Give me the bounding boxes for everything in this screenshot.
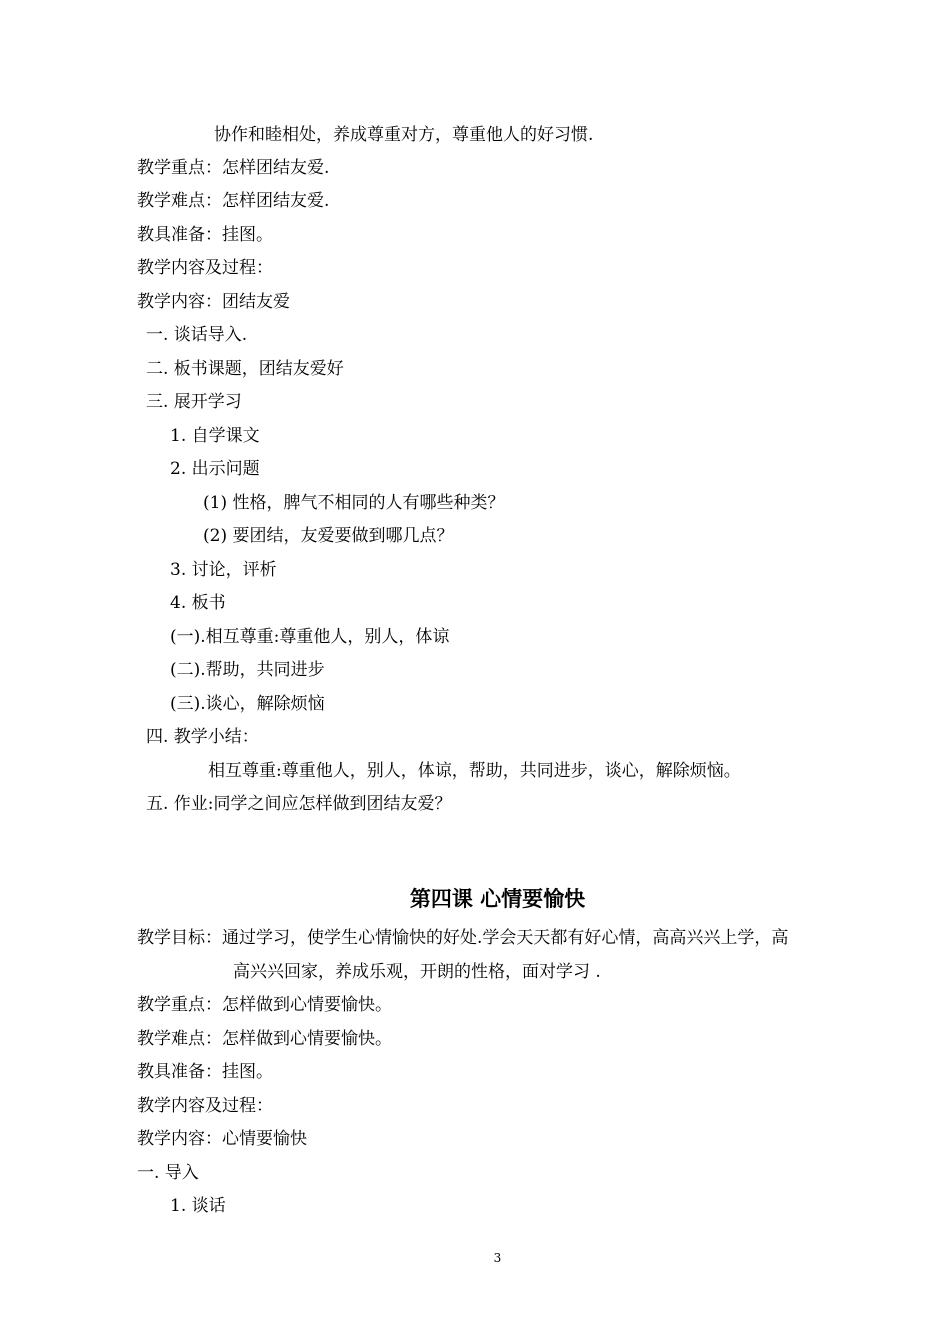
lesson-title: 第四课 心情要愉快: [409, 887, 586, 911]
substep-line: 1. 谈话: [170, 1196, 226, 1216]
content-line: 教学内容：心情要愉快: [137, 1129, 307, 1149]
objective-line: 高兴兴回家，养成乐观，开朗的性格，面对学习 .: [233, 962, 601, 982]
key-point-line: 教学重点：怎样团结友爱.: [137, 158, 330, 178]
question-line: (2) 要团结，友爱要做到哪几点？: [203, 526, 454, 546]
difficulty-line: 教学难点：怎样做到心情要愉快。: [137, 1029, 392, 1049]
summary-text: 相互尊重:尊重他人，别人，体谅，帮助，共同进步，谈心，解除烦恼。: [208, 761, 741, 781]
materials-line: 教具准备：挂图。: [137, 1062, 273, 1082]
page-number: 3: [493, 1251, 502, 1265]
step-line: 一. 导入: [137, 1163, 199, 1183]
process-heading: 教学内容及过程：: [137, 258, 273, 278]
step-line: 三. 展开学习: [146, 392, 242, 412]
substep-line: 2. 出示问题: [170, 459, 260, 479]
homework-line: 五. 作业:同学之间应怎样做到团结友爱？: [146, 794, 452, 814]
step-line: 二. 板书课题，团结友爱好: [146, 359, 344, 379]
objective-line: 教学目标：通过学习，使学生心情愉快的好处.学会天天都有好心情，高高兴兴上学，高: [137, 928, 789, 948]
question-line: (1) 性格，脾气不相同的人有哪些种类？: [203, 493, 505, 513]
substep-line: 3. 讨论，评析: [170, 560, 277, 580]
materials-line: 教具准备：挂图。: [137, 225, 273, 245]
substep-line: 1. 自学课文: [170, 426, 260, 446]
difficulty-line: 教学难点：怎样团结友爱.: [137, 191, 330, 211]
board-item: (一).相互尊重:尊重他人，别人，体谅: [170, 627, 450, 647]
objective-continuation: 协作和睦相处，养成尊重对方，尊重他人的好习惯.: [214, 125, 594, 145]
key-point-line: 教学重点：怎样做到心情要愉快。: [137, 995, 392, 1015]
board-item: (三).谈心，解除烦恼: [170, 694, 325, 714]
process-heading: 教学内容及过程：: [137, 1096, 273, 1116]
content-line: 教学内容：团结友爱: [137, 292, 290, 312]
step-line: 一. 谈话导入.: [146, 325, 248, 345]
summary-heading: 四. 教学小结：: [146, 727, 259, 747]
board-item: (二).帮助，共同进步: [170, 660, 325, 680]
substep-line: 4. 板书: [170, 593, 226, 613]
